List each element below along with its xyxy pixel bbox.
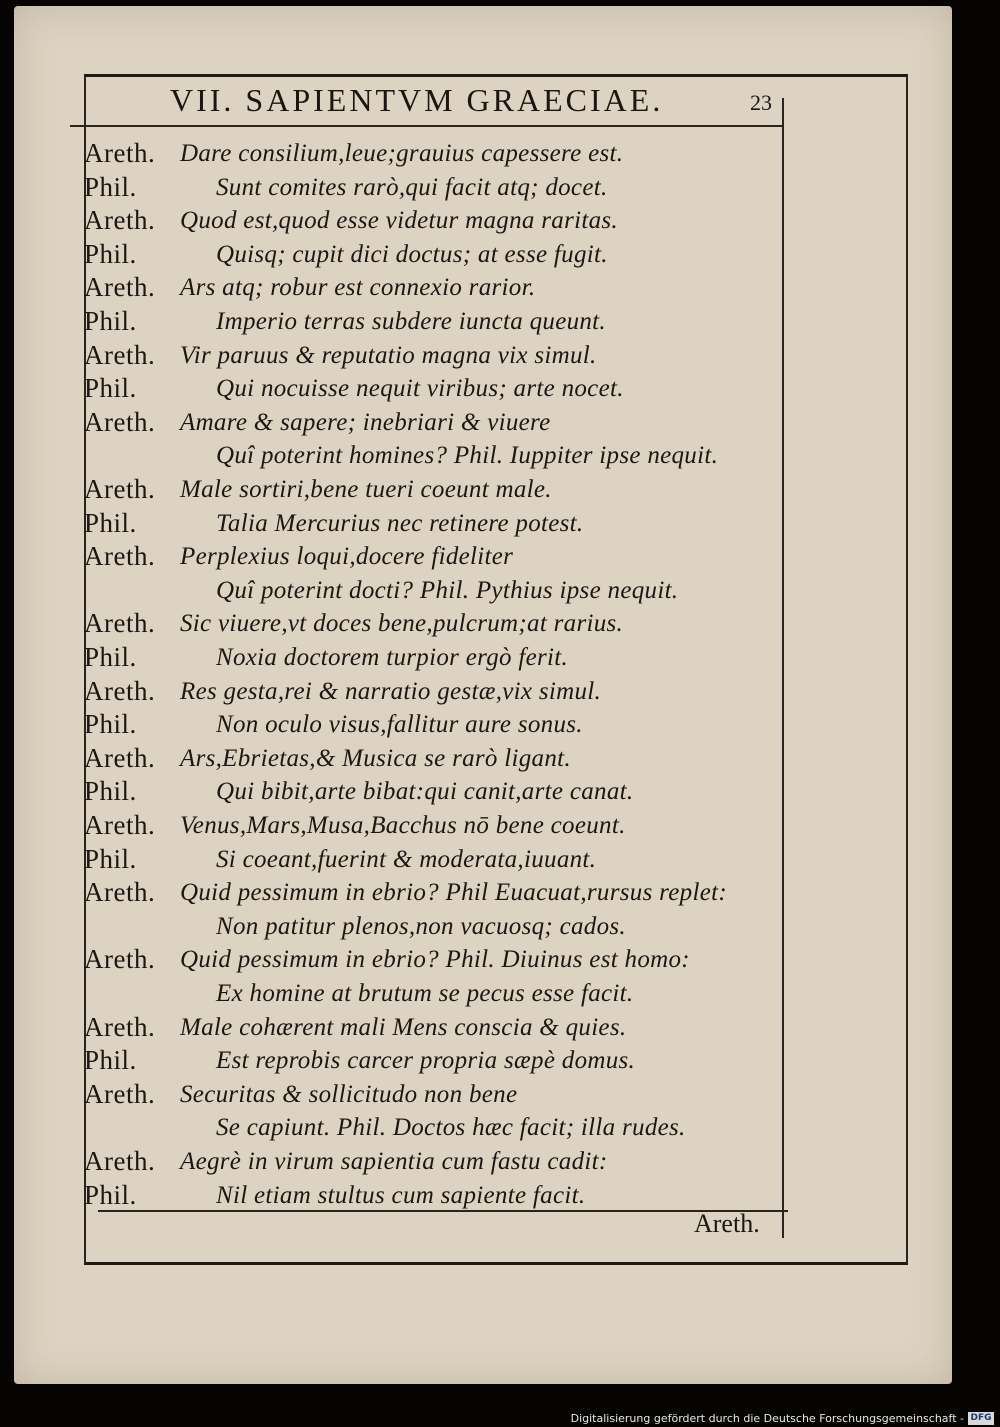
speaker-label: Areth. [84,742,156,773]
speaker-label: Phil. [84,1045,137,1076]
dialogue-line [0,876,780,909]
dialogue-line [0,708,780,741]
verse-text: Quî poterint homines? Phil. Iuppiter ipse nequit. [216,442,719,470]
dialogue-line [0,271,780,304]
verse-text: Non oculo visus,fallitur aure sonus. [216,711,583,739]
dialogue-line [0,473,780,506]
speaker-label: Areth. [84,675,156,706]
dialogue-line [0,809,780,842]
header-rule [70,125,784,127]
dialogue-line [0,843,780,876]
dialogue-line [0,204,780,237]
dialogue-line [0,507,780,540]
dialogue-line [0,910,780,943]
speaker-label: Areth. [84,474,156,504]
catchword: Areth. [694,1209,760,1238]
dialogue-line [0,238,780,271]
dfg-logo: DFG [968,1412,994,1425]
speaker-label: Areth. [84,1078,156,1109]
dialogue-line [0,1011,780,1044]
speaker-label: Phil. [84,642,137,672]
dialogue-line [0,540,780,573]
speaker-label: Areth. [84,541,156,572]
verse-text: Est reprobis carcer propria sæpè domus. [216,1047,636,1075]
dialogue-line [0,943,780,976]
dialogue-line [0,641,780,674]
dialogue-line [0,1179,780,1212]
verse-text: Ars,Ebrietas,& Musica se rarò ligant. [180,744,571,772]
verse-text: Noxia doctorem turpior ergò ferit. [216,644,569,671]
dialogue-line [0,742,780,775]
dialogue-line [0,1145,780,1178]
speaker-label: Phil. [84,843,137,874]
verse-text: Ars atq; robur est connexio rarior. [180,274,536,302]
speaker-label: Phil. [84,776,137,807]
speaker-label: Areth. [84,877,156,908]
speaker-label: Areth. [84,608,156,639]
verse-text: Imperio terras subdere iuncta queunt. [216,308,606,335]
dialogue-line [0,607,780,640]
speaker-label: Phil. [84,306,137,336]
verse-text: Sic viuere,vt doces bene,pulcrum;at rarius. [180,610,624,638]
dialogue-line [0,675,780,708]
verse-text: Quid pessimum in ebrio? Phil Euacuat,rursus replet: [180,879,727,907]
speaker-label: Areth. [84,339,156,370]
inner-border-right [782,98,784,1238]
verse-text: Si coeant,fuerint & moderata,iuuant. [216,845,597,873]
speaker-label: Phil. [84,709,137,740]
speaker-label: Phil. [84,1179,137,1210]
verse-text: Perplexius loqui,docere fideliter [180,543,514,571]
dialogue-line [0,137,780,170]
verse-text: Quid pessimum in ebrio? Phil. Diuinus est homo: [180,946,690,974]
verse-text: Male cohærent mali Mens conscia & quies. [180,1013,627,1041]
speaker-label: Phil. [84,373,137,404]
dialogue-line [0,339,780,372]
funding-credit: Digitalisierung gefördert durch die Deutsche Forschungsgemeinschaft - [570,1412,964,1425]
dialogue-line [0,305,780,338]
verse-text: Se capiunt. Phil. Doctos hæc facit; illa rudes. [216,1114,686,1142]
verse-text: Res gesta,rei & narratio gestæ,vix simul. [180,677,602,705]
speaker-label: Areth. [84,810,156,840]
verse-text: Dare consilium,leue;grauius capessere est. [180,140,624,167]
dialogue-line [0,439,780,472]
running-head: VII. SAPIENTVM GRAECIAE. [170,82,664,118]
verse-text: Talia Mercurius nec retinere potest. [216,509,584,537]
speaker-label: Areth. [84,1146,156,1176]
speaker-label: Phil. [84,171,137,202]
dialogue-line [0,1078,780,1111]
verse-text: Sunt comites rarò,qui facit atq; docet. [216,173,608,201]
page-number: 23 [750,90,772,115]
digitization-footer [0,1410,1000,1427]
verse-text: Qui bibit,arte bibat:qui canit,arte canat. [216,778,634,806]
verse-text: Ex homine at brutum se pecus esse facit. [216,980,634,1007]
speaker-label: Areth. [84,1011,156,1042]
verse-text: Quî poterint docti? Phil. Pythius ipse nequit. [216,576,679,604]
dialogue-line [0,775,780,808]
speaker-label: Areth. [84,272,156,303]
dialogue-line [0,1111,780,1144]
speaker-label: Areth. [84,944,156,975]
verse-text: Amare & sapere; inebriari & viuere [180,408,551,436]
speaker-label: Areth. [84,205,156,236]
speaker-label: Areth. [84,138,156,168]
verse-text: Aegrè in virum sapientia cum fastu cadit: [180,1148,608,1175]
verse-text: Nil etiam stultus cum sapiente facit. [216,1181,586,1209]
verse-text: Quisq; cupit dici doctus; at esse fugit. [216,240,608,268]
verse-text: Vir paruus & reputatio magna vix simul. [180,341,597,369]
dialogue-line [0,372,780,405]
verse-text: Quod est,quod esse videtur magna raritas. [180,207,618,235]
verse-text: Male sortiri,bene tueri coeunt male. [180,476,552,503]
dialogue-line [0,574,780,607]
verse-text: Venus,Mars,Musa,Bacchus nō bene coeunt. [180,812,626,839]
verse-text: Qui nocuisse nequit viribus; arte nocet. [216,375,624,403]
dialogue-line [0,977,780,1010]
speaker-label: Areth. [84,406,156,437]
verse-text: Securitas & sollicitudo non bene [180,1080,518,1108]
verse-text: Non patitur plenos,non vacuosq; cados. [216,912,626,940]
dialogue-line [0,1044,780,1077]
dialogue-line [0,406,780,439]
speaker-label: Phil. [84,238,137,269]
speaker-label: Phil. [84,507,137,538]
dialogue-line [0,171,780,204]
